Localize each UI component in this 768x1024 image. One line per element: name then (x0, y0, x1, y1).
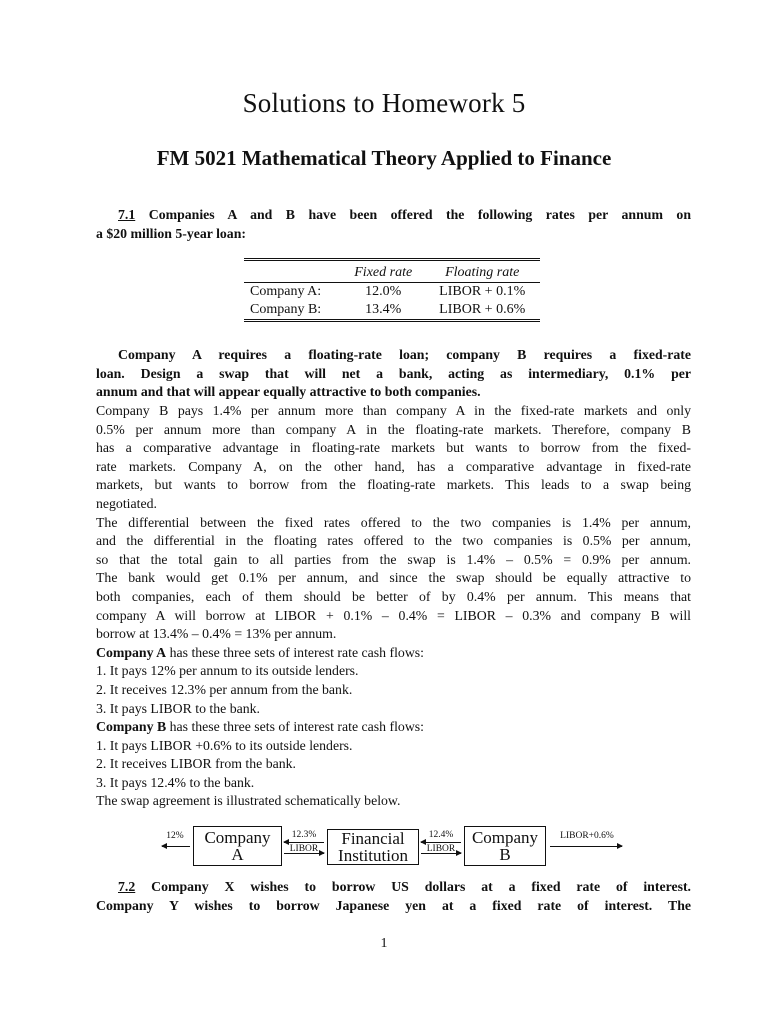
company-b-box (464, 826, 546, 866)
table-cell: 12.0% (365, 284, 402, 299)
table-cell: LIBOR + 0.1% (439, 284, 526, 299)
list-item: 2. It receives LIBOR from the bank. (96, 756, 296, 772)
a-to-fi-rate-label: LIBOR (289, 844, 319, 854)
question-7-2-intro (96, 878, 691, 915)
fi-to-a-rate-label: 12.3% (291, 830, 317, 840)
intro-line-1: Companies A and B have been offered the following rates per annum on (148, 207, 691, 222)
list-item: 1. It pays LIBOR +0.6% to its outside lenders. (96, 737, 353, 753)
company-b-name: Company B (96, 719, 167, 735)
q72-line-1: Company X wishes to borrow US dollars at a fixed rate of interest. (151, 879, 691, 894)
fi-to-b-rate-label: LIBOR (426, 844, 456, 854)
company-b-heading-rest: has these three sets of interest rate cash flows: (166, 719, 424, 735)
company-b-heading (96, 718, 691, 737)
box-b-line-2: B (499, 845, 511, 864)
page-title: Solutions to Homework 5 (242, 88, 526, 118)
box-fi-line-1: Financial (341, 829, 405, 848)
company-a-heading (96, 644, 691, 663)
b-to-fi-rate-label: 12.4% (428, 830, 454, 840)
a-outside-rate-label: 12% (166, 831, 184, 841)
table-header: Fixed rate (342, 260, 424, 283)
table-cell: Company A: (250, 284, 322, 299)
rates-table (244, 258, 540, 322)
body-line: The differential between the fixed rates offered to the two companies is 1.4% per annum, (96, 514, 691, 530)
arrow-a-to-lenders (162, 846, 190, 847)
list-item: 3. It pays 12.4% to the bank. (96, 774, 255, 790)
table-row (244, 301, 540, 321)
course-subtitle: FM 5021 Mathematical Theory Applied to Finance (156, 146, 612, 170)
arrow-fi-to-a (284, 842, 324, 843)
body-line: borrow at 13.4% – 0.4% = 13% per annum. (96, 626, 337, 642)
box-fi-line-2: Institution (338, 846, 408, 865)
swap-note: The swap agreement is illustrated schematically below. (96, 793, 401, 809)
question-7-1-intro (96, 206, 691, 243)
body-line: negotiated. (96, 495, 157, 511)
question-number: 7.1 (118, 207, 136, 222)
task-line-1: Company A requires a floating-rate loan; company B requires a fixed-rate (118, 347, 691, 362)
body-line: 0.5% per annum more than company A in the floating-rate markets. Therefore, company B (96, 421, 691, 437)
table-header (244, 260, 342, 283)
body-line: rate markets. Company A, on the other hand, has a comparative advantage in fixed-rate (96, 458, 691, 474)
box-b-line-1: Company (471, 828, 539, 847)
task-line-2: loan. Design a swap that will net a bank, acting as intermediary, 0.1% per (96, 365, 691, 381)
task-line-3: annum and that will appear equally attractive to both companies. (96, 384, 481, 400)
solution-body (96, 402, 691, 811)
list-item: 1. It pays 12% per annum to its outside lenders. (96, 663, 359, 679)
swap-diagram (150, 820, 630, 870)
body-line: markets, but wants to borrow from the floating-rate markets. This leads to a swap being (96, 477, 691, 493)
table-header: Floating rate (424, 260, 540, 283)
body-line: so that the total gain to all parties from the swap is 1.4% – 0.5% = 0.9% per annum. (96, 551, 691, 567)
company-a-box (193, 826, 282, 866)
body-line: and the differential in the floating rates offered to the two companies is 0.5% per annum, (96, 533, 691, 549)
question-number: 7.2 (118, 879, 136, 894)
table-cell: Company B: (244, 301, 342, 321)
box-a-line-1: Company (204, 828, 271, 847)
body-line: The bank would get 0.1% per annum, and since the swap should be equally attractive to (96, 570, 691, 586)
q72-line-2: Company Y wishes to borrow Japanese yen at a fixed rate of interest. The (96, 897, 691, 913)
body-line: company A will borrow at LIBOR + 0.1% – 0.4% = LIBOR – 0.3% and company B will (96, 607, 691, 623)
company-a-name: Company A (96, 644, 167, 660)
task-statement (96, 346, 691, 402)
financial-institution-box (327, 829, 419, 865)
intro-line-2: a $20 million 5-year loan: (96, 225, 246, 241)
table-cell: LIBOR + 0.6% (424, 301, 540, 321)
b-outside-rate-label: LIBOR+0.6% (560, 831, 614, 841)
page-number: 1 (380, 936, 388, 951)
company-a-heading-rest: has these three sets of interest rate cash flows: (166, 644, 424, 660)
list-item: 3. It pays LIBOR to the bank. (96, 700, 261, 716)
table-row (244, 283, 540, 302)
body-line: has a comparative advantage in floating-rate markets but wants to borrow from the fixed- (96, 440, 691, 456)
arrow-b-to-lenders (550, 846, 622, 847)
table-cell: 13.4% (342, 301, 424, 321)
body-line: both companies, each of them should be better of by 0.4% per annum. This means that (96, 588, 691, 604)
list-item: 2. It receives 12.3% per annum from the bank. (96, 681, 353, 697)
box-a-line-2: A (231, 845, 244, 864)
arrow-b-to-fi (421, 842, 461, 843)
body-line: Company B pays 1.4% per annum more than company A in the fixed-rate markets and only (96, 403, 691, 418)
